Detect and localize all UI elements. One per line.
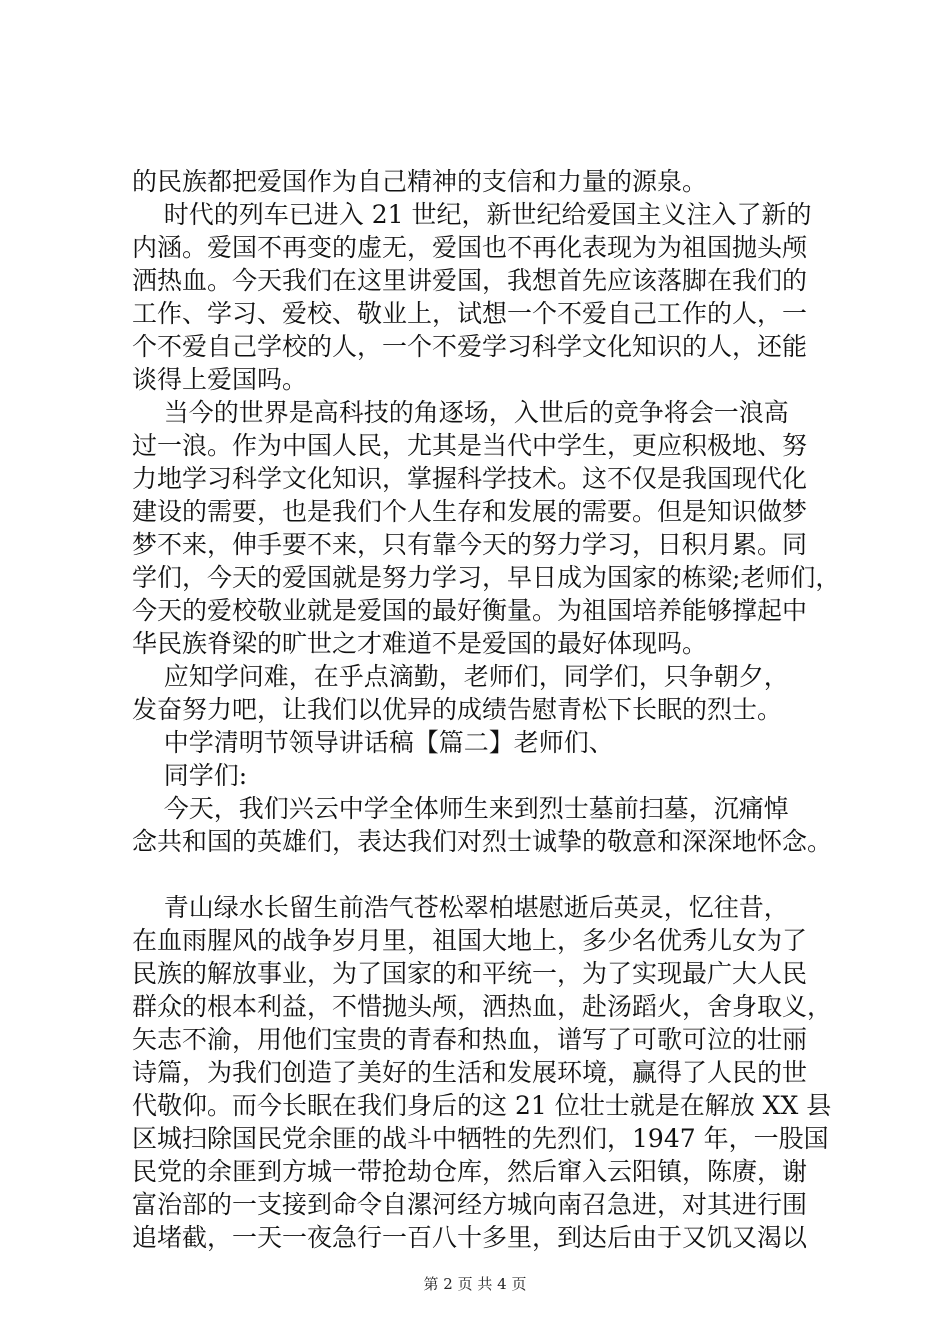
text-line: 在血雨腥风的战争岁月里，祖国大地上，多少名优秀儿女为了 <box>132 926 808 955</box>
text-line: 群众的根本利益，不惜抛头颅，洒热血，赴汤蹈火，舍身取义， <box>132 992 833 1021</box>
text-line: 诗篇，为我们创造了美好的生活和发展环境，赢得了人民的世 <box>132 1058 808 1087</box>
text-line: 的民族都把爱国作为自己精神的支信和力量的源泉。 <box>132 167 708 196</box>
text-line: 力地学习科学文化知识，掌握科学技术。这不仅是我国现代化 <box>132 464 808 493</box>
text-line: 谈得上爱国吗。 <box>132 365 308 394</box>
text-line: 建设的需要，也是我们个人生存和发展的需要。但是知识做梦 <box>132 497 808 526</box>
text-line: 过一浪。作为中国人民，尤其是当代中学生，更应积极地、努 <box>132 431 808 460</box>
text-line: 内涵。爱国不再变的虚无，爱国也不再化表现为为祖国抛头颅 <box>132 233 808 262</box>
text-line: 时代的列车已进入 21 世纪，新世纪给爱国主义注入了新的 <box>132 200 812 229</box>
text-line: 民族的解放事业，为了国家的和平统一，为了实现最广大人民 <box>132 959 808 988</box>
page-footer: 第 2 页 共 4 页 <box>423 1275 527 1293</box>
text-line: 应知学问难，在乎点滴勤，老师们，同学们，只争朝夕， <box>132 662 789 691</box>
text-line: 念共和国的英雄们，表达我们对烈士诚挚的敬意和深深地怀念。 <box>132 827 833 856</box>
text-line: 学们，今天的爱国就是努力学习，早日成为国家的栋梁;老师们， <box>132 563 841 592</box>
text-line: 华民族脊梁的旷世之才难道不是爱国的最好体现吗。 <box>132 629 708 658</box>
text-line: 梦不来，伸手要不来，只有靠今天的努力学习，日积月累。同 <box>132 530 808 559</box>
text-line: 今天，我们兴云中学全体师生来到烈士墓前扫墓，沉痛悼 <box>132 794 789 823</box>
text-line: 当今的世界是高科技的角逐场，入世后的竞争将会一浪高 <box>132 398 789 427</box>
text-line: 追堵截，一天一夜急行一百八十多里，到达后由于又饥又渴以 <box>132 1223 808 1252</box>
text-line: 区城扫除国民党余匪的战斗中牺牲的先烈们，1947 年，一股国 <box>132 1124 829 1153</box>
salutation-line: 同学们: <box>132 761 248 790</box>
section-heading-line: 中学清明节领导讲话稿【篇二】老师们、 <box>132 728 614 757</box>
text-line: 矢志不渝，用他们宝贵的青春和热血，谱写了可歌可泣的壮丽 <box>132 1025 808 1054</box>
text-line: 民党的余匪到方城一带抢劫仓库，然后窜入云阳镇，陈赓，谢 <box>132 1157 808 1186</box>
text-line: 代敬仰。而今长眠在我们身后的这 21 位壮士就是在解放 XX 县 <box>132 1091 832 1120</box>
text-line: 工作、学习、爱校、敬业上，试想一个不爱自己工作的人，一 <box>132 299 808 328</box>
text-line: 青山绿水长留生前浩气苍松翠柏堪慰逝后英灵，忆往昔， <box>132 893 789 922</box>
text-line: 富治部的一支接到命令自漯河经方城向南召急进，对其进行围 <box>132 1190 808 1219</box>
text-line: 今天的爱校敬业就是爱国的最好衡量。为祖国培养能够撑起中 <box>132 596 808 625</box>
text-line: 洒热血。今天我们在这里讲爱国，我想首先应该落脚在我们的 <box>132 266 808 295</box>
text-line: 个不爱自己学校的人，一个不爱学习科学文化知识的人，还能 <box>132 332 808 361</box>
text-line: 发奋努力吧，让我们以优异的成绩告慰青松下长眠的烈士。 <box>132 695 783 724</box>
